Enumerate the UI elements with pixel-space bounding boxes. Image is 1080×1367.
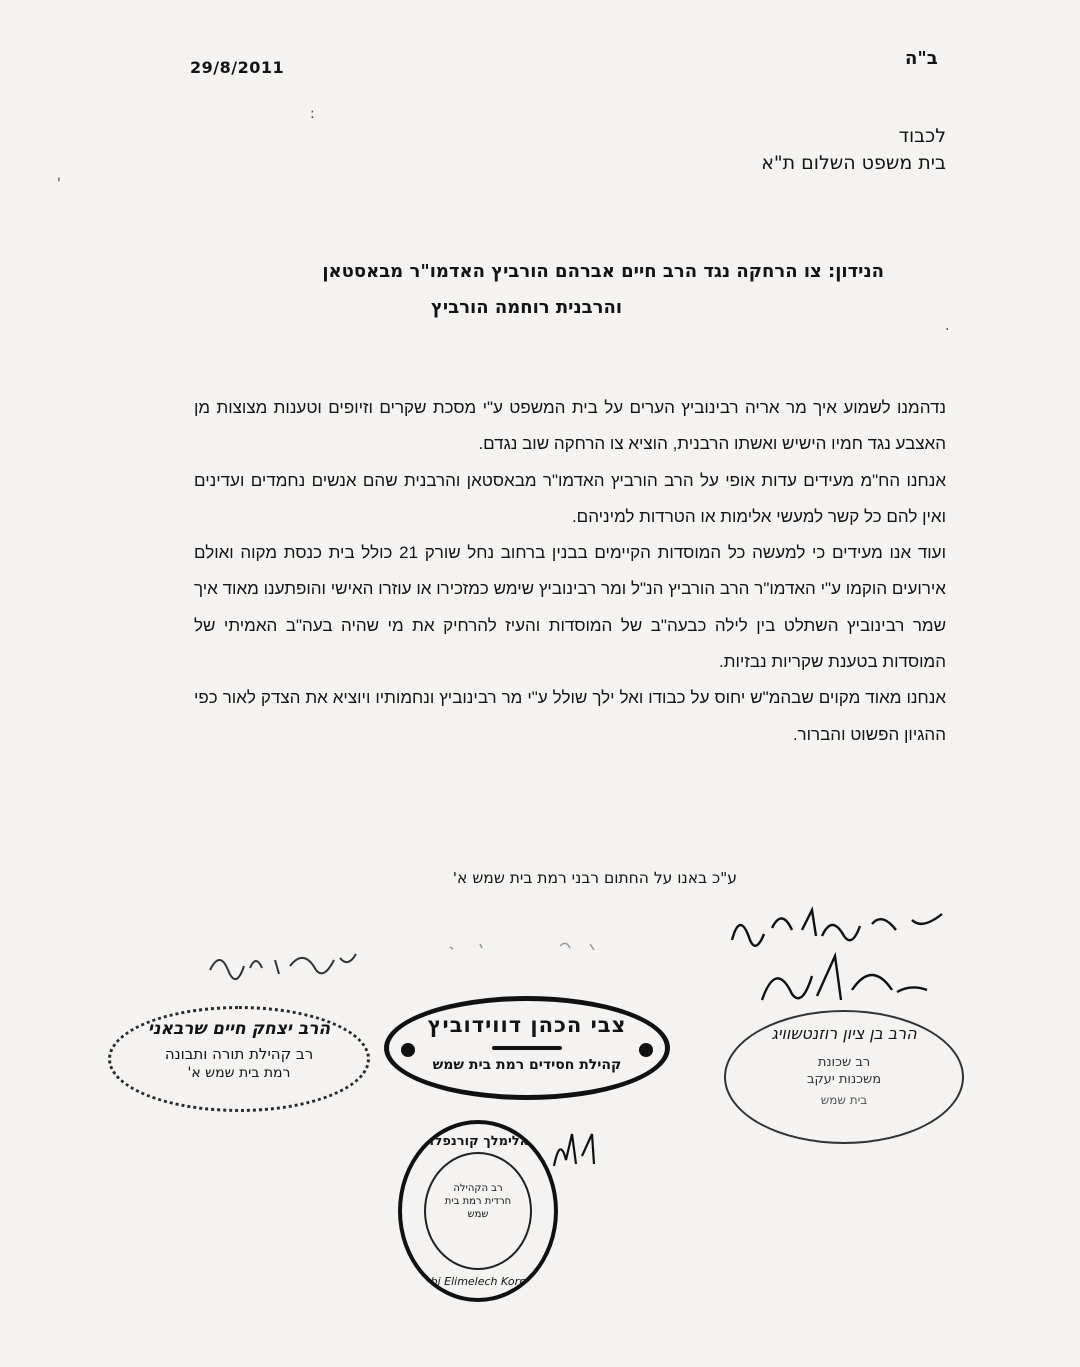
- scan-speck: ': [57, 176, 61, 192]
- closing-line: ע"כ באנו על החתום רבני רמת בית שמש א': [452, 869, 737, 887]
- stamp-title: קהילת חסידים רמת בית שמש: [432, 1057, 622, 1073]
- signature-right: [722, 900, 962, 1020]
- stamp-name: צבי הכהן דווידוביץ: [427, 1013, 627, 1037]
- rabbi-stamp-middle: [384, 996, 670, 1100]
- signature-center-faint: [440, 932, 620, 962]
- addressee-block: [446, 123, 946, 177]
- scan-speck: :: [310, 106, 315, 122]
- body-paragraph: נדהמנו לשמוע איך מר אריה רבינוביץ הערים על בית המשפט ע"י מסכת שקרים וזיופים וטענות מצוצות מן האצבע נגד חמיו הישיש ואשתו הרבנית, הוציא צו הרחקה שוב נגדם.: [194, 398, 946, 454]
- stamp-location: משכנות יעקב: [806, 1072, 882, 1087]
- addressee-line: בית משפט השלום ת"א: [761, 152, 946, 174]
- letter-body: [194, 390, 946, 753]
- body-paragraph: אנחנו מאוד מקוים שבהמ"ש יחוס על כבודו ואל ילך שולל ע"י מר רבינוביץ ונחמותיו ויוציא את הצדק לאור כפי ההגיון הפשוט והברור.: [194, 688, 946, 744]
- stamp-location: רמת בית שמש א': [187, 1065, 291, 1081]
- body-paragraph: ועוד אנו מעידים כי למעשה כל המוסדות הקיימים בבנין ברחוב נחל שורק 21 כולל בית כנסת מקוה ואולם אירועים הוקמו ע"י האדמו"ר הרב הורביץ הנ"ל ומר רבינוביץ שימש כמזכירו או עוזרו האישי והופתענו מאוד איך שמר רבינוביץ השתלט בין לילה כבעה"ב של המוסדות והעיז להרחיק את מי שהיה בעה"ב האמיתי של המוסדות בטענת שקריות נבזיות.: [194, 543, 946, 672]
- stamp-city: בית שמש: [820, 1093, 868, 1107]
- subject-block: [164, 254, 884, 326]
- scan-speck: .: [945, 318, 950, 334]
- stamp-title: רב קהילת תורה ותבונה: [164, 1045, 314, 1063]
- stamp-title: רב שכונת: [817, 1055, 871, 1070]
- subject-line: הנידון: צו הרחקה נגד הרב חיים אברהם הורביץ האדמו"ר מבאסטאן: [322, 261, 884, 282]
- stamp-name: הרב יצחק חיים שרבאני: [147, 1019, 331, 1039]
- rabbi-stamp-right: [724, 1010, 964, 1144]
- stamp-divider: [492, 1046, 562, 1050]
- stamp-name: אלימלך קורנפלד: [426, 1134, 530, 1149]
- stamp-dot-icon: [401, 1043, 415, 1057]
- stamp-title: רב הקהילה חרדית רמת בית שמש: [444, 1183, 512, 1220]
- bh-mark: ב"ה: [905, 48, 938, 69]
- signature-round-stamp: [548, 1126, 608, 1176]
- rabbi-stamp-round: [398, 1120, 558, 1302]
- signature-left: [200, 940, 370, 990]
- addressee-line: לכבוד: [898, 125, 946, 147]
- stamp-name: הרב בן ציון רוזנטשוויג: [771, 1024, 917, 1043]
- stamp-dot-icon: [639, 1043, 653, 1057]
- body-paragraph: אנחנו הח"מ מעידים עדות אופי על הרב הורביץ האדמו"ר מבאסטאן והרבנית שהם אנשים נחמדים ועדינים ואין להם כל קשר למעשי אלימות או הטרדות למיניהם.: [194, 470, 946, 526]
- document-date: 29/8/2011: [190, 58, 285, 77]
- rabbi-stamp-left: [108, 1006, 370, 1112]
- subject-line: והרבנית רוחמה הורביץ: [431, 297, 622, 318]
- stamp-latin-name: Rabbi Elimelech Kornfeld: [409, 1275, 547, 1288]
